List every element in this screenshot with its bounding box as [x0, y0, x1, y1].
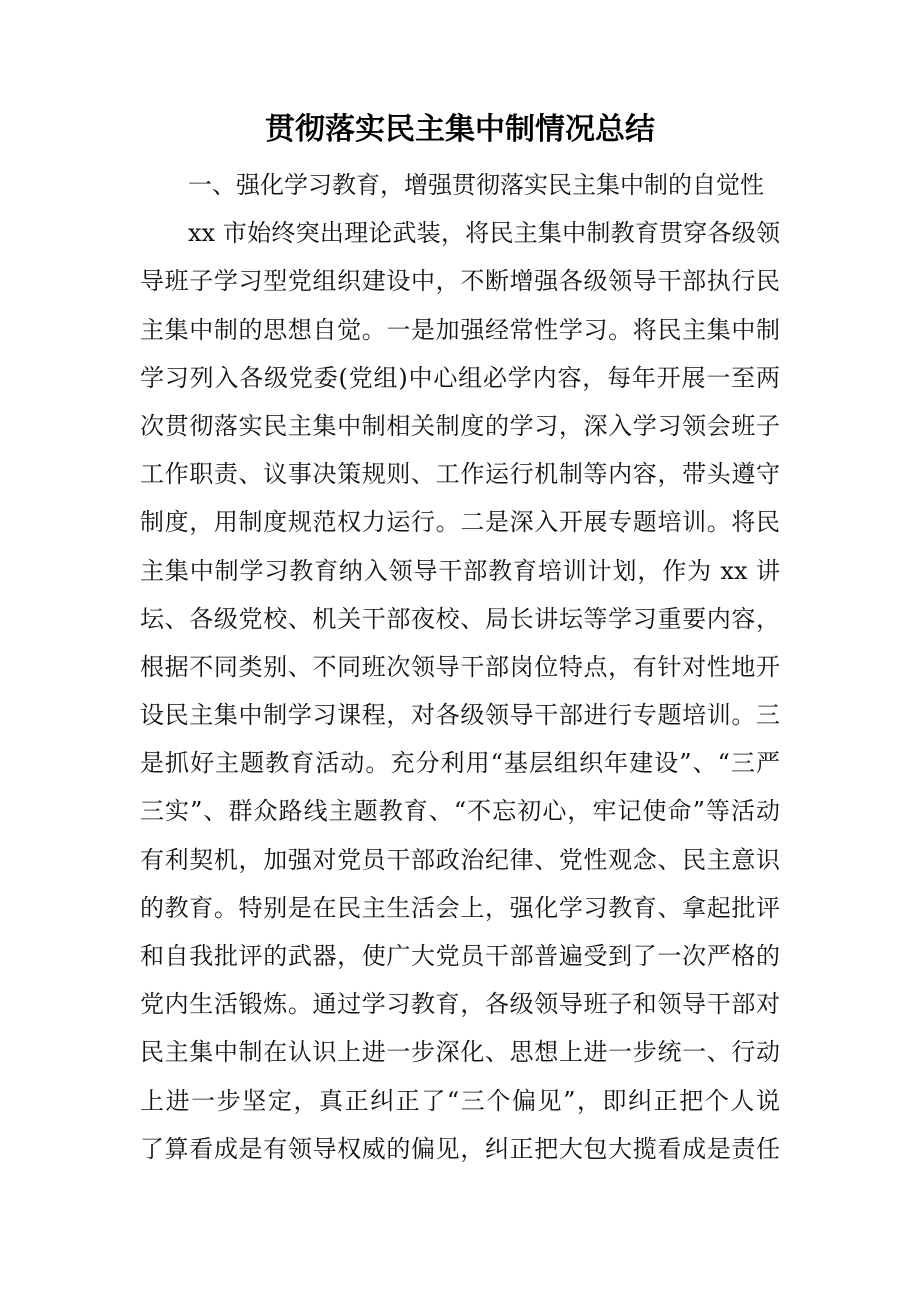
paragraph-line: xx 市始终突出理论武装，将民主集中制教育贯穿各级领	[188, 219, 780, 248]
paragraph-line: 和自我批评的武器，使广大党员干部普遍受到了一次严格的	[140, 942, 780, 970]
paragraph-line: 了算看成是有领导权威的偏见，纠正把大包大揽看成是责任	[140, 1134, 780, 1163]
paragraph-line: 设民主集中制学习课程，对各级领导干部进行专题培训。三	[140, 701, 780, 730]
paragraph-line: 党内生活锻炼。通过学习教育，各级领导班子和领导干部对	[140, 990, 780, 1019]
paragraph-line: 根据不同类别、不同班次领导干部岗位特点，有针对性地开	[140, 652, 780, 681]
paragraph-line: 制度，用制度规范权力运行。二是深入开展专题培训。将民	[140, 508, 780, 537]
paragraph-line: 学习列入各级党委(党组)中心组必学内容，每年开展一至两	[140, 363, 780, 392]
paragraph-line: 导班子学习型党组织建设中，不断增强各级领导干部执行民	[140, 267, 780, 296]
paragraph-line: 主集中制学习教育纳入领导干部教育培训计划，作为 xx 讲	[140, 556, 780, 585]
paragraph-line: 是抓好主题教育活动。充分利用“基层组织年建设”、“三严	[140, 749, 780, 778]
paragraph-line: 主集中制的思想自觉。一是加强经常性学习。将民主集中制	[140, 315, 780, 344]
document-body	[140, 161, 780, 1173]
paragraph-line: 民主集中制在认识上进一步深化、思想上进一步统一、行动	[140, 1038, 780, 1067]
paragraph-line: 坛、各级党校、机关干部夜校、局长讲坛等学习重要内容，	[140, 604, 780, 633]
document-title: 贯彻落实民主集中制情况总结	[265, 112, 655, 147]
paragraph-line: 次贯彻落实民主集中制相关制度的学习，深入学习领会班子	[140, 411, 780, 440]
paragraph-line: 上进一步坚定，真正纠正了“三个偏见”，即纠正把个人说	[140, 1086, 780, 1115]
paragraph-line: 三实”、群众路线主题教育、“不忘初心，牢记使命”等活动	[140, 797, 780, 826]
paragraph-line: 工作职责、议事决策规则、工作运行机制等内容，带头遵守	[140, 460, 780, 489]
paragraph-line: 有利契机，加强对党员干部政治纪律、党性观念、民主意识	[140, 845, 780, 874]
section-heading: 一、强化学习教育，增强贯彻落实民主集中制的自觉性	[188, 171, 764, 199]
paragraph-line: 的教育。特别是在民主生活会上，强化学习教育、拿起批评	[140, 893, 780, 922]
